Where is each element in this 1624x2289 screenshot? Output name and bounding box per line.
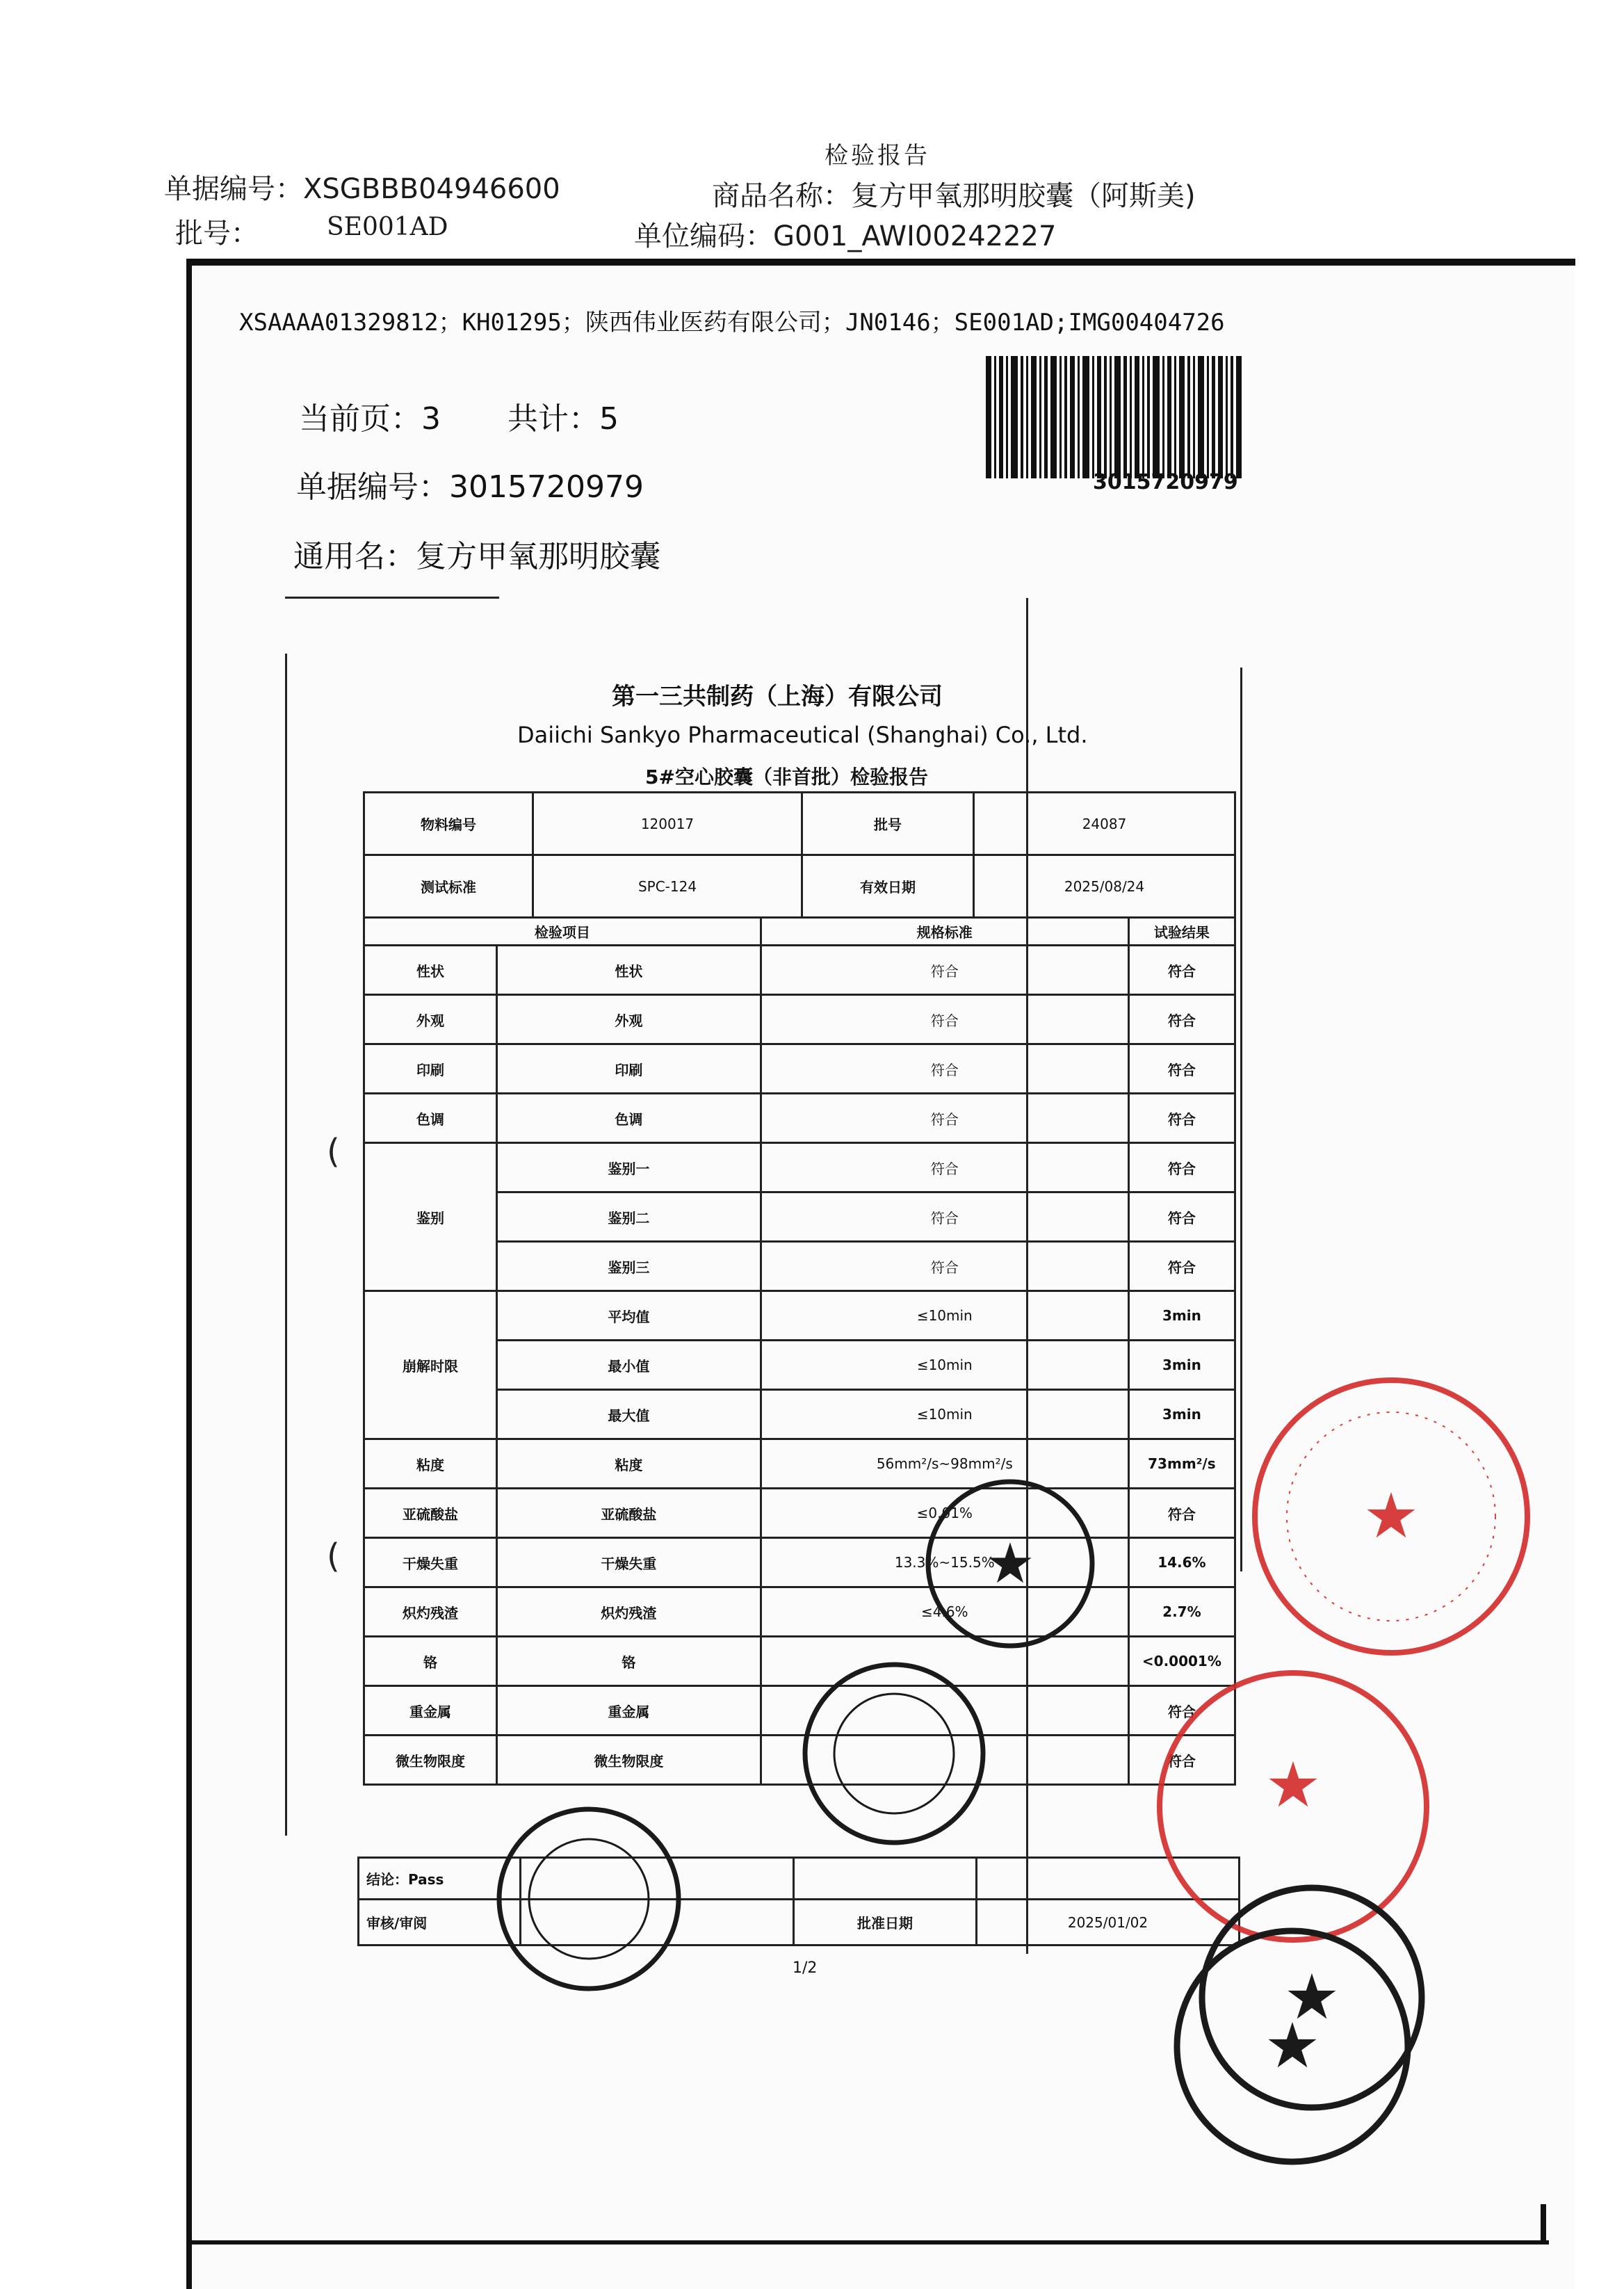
sheet-document-number: 单据编号：3015720979 — [296, 469, 644, 505]
test-result: 符合 — [1128, 1192, 1235, 1242]
specification: 符合 — [761, 946, 1128, 995]
barcode-bar — [1135, 356, 1139, 478]
release-date-label: 批准日期 — [794, 1900, 977, 1946]
release-date: 2025/01/02 — [977, 1900, 1240, 1946]
table-row — [364, 995, 1235, 1044]
test-item: 微生物限度 — [497, 1736, 761, 1785]
black-stamp-qaqc — [801, 1660, 987, 1847]
test-item: 重金属 — [497, 1686, 761, 1736]
test-item: 亚硫酸盐 — [497, 1489, 761, 1538]
test-item: 平均值 — [497, 1291, 761, 1341]
specification: 符合 — [761, 1044, 1128, 1094]
column-header-item: 检验项目 — [364, 918, 761, 946]
test-item: 鉴别三 — [497, 1242, 761, 1291]
specification: ≤4.6% — [761, 1587, 1128, 1637]
barcode-bar — [999, 356, 1003, 478]
barcode-bar — [1006, 356, 1008, 478]
barcode-image — [986, 356, 1329, 478]
approval-table — [357, 1857, 1240, 1946]
specification: ≤0.01% — [761, 1489, 1128, 1538]
specification: ≤10min — [761, 1390, 1128, 1439]
barcode-bar — [1078, 356, 1080, 478]
test-group: 亚硫酸盐 — [364, 1489, 497, 1538]
sheet-bottom-border — [186, 2240, 1549, 2244]
barcode-bar — [1011, 356, 1018, 478]
black-stamp-inspection — [923, 1477, 1097, 1651]
test-result: 符合 — [1128, 1736, 1235, 1785]
generic-name: 通用名：复方甲氧那明胶囊 — [293, 539, 660, 574]
report-title: 检验报告 — [825, 142, 930, 170]
specification: 符合 — [761, 1094, 1128, 1143]
barcode-bar — [1110, 356, 1112, 478]
specification: 符合 — [761, 1143, 1128, 1192]
barcode-bar — [1236, 356, 1242, 478]
table-row — [364, 1143, 1235, 1192]
barcode-bar — [1167, 356, 1171, 478]
test-result: <0.0001% — [1128, 1637, 1235, 1686]
barcode-bar — [1114, 356, 1121, 478]
batch-label-cell: 批号 — [802, 793, 974, 855]
test-item: 色调 — [497, 1094, 761, 1143]
column-header-spec: 规格标准 — [761, 918, 1128, 946]
table-row — [364, 1538, 1235, 1587]
barcode-bar — [1082, 356, 1089, 478]
barcode-bar — [1104, 356, 1107, 478]
punch-hole-mark: ( — [327, 1132, 340, 1171]
total-pages: 共计：5 — [508, 401, 619, 437]
batch-value: SE001AD — [327, 213, 448, 241]
document-number: 单据编号：XSGBBB04946600 — [164, 173, 560, 205]
barcode-bar — [1044, 356, 1048, 478]
table-row — [364, 1587, 1235, 1637]
table-row — [364, 1044, 1235, 1094]
barcode-bar — [1070, 356, 1075, 478]
barcode-bar — [986, 356, 991, 478]
specification: ≤10min — [761, 1291, 1128, 1341]
company-name-cn: 第一三共制药（上海）有限公司 — [612, 683, 943, 711]
stamp-star-icon: ★ — [1283, 1961, 1340, 2034]
black-stamp-quality-mgmt — [1171, 1925, 1414, 2168]
specification: 13.3%~15.5% — [761, 1538, 1128, 1587]
barcode-bar — [1050, 356, 1057, 478]
barcode-bar — [1147, 356, 1150, 478]
barcode-bar — [1212, 356, 1215, 478]
barcode-bar — [1026, 356, 1028, 478]
test-group: 重金属 — [364, 1686, 497, 1736]
test-item: 干燥失重 — [497, 1538, 761, 1587]
test-result: 3min — [1128, 1341, 1235, 1390]
test-result: 符合 — [1128, 1686, 1235, 1736]
test-item: 性状 — [497, 946, 761, 995]
barcode-bar — [1130, 356, 1132, 478]
red-stamp-quality-dept — [1250, 1375, 1532, 1658]
table-row — [364, 1291, 1235, 1341]
test-group: 炽灼残渣 — [364, 1587, 497, 1637]
material-number-label: 物料编号 — [364, 793, 533, 855]
barcode-bar — [1174, 356, 1176, 478]
test-group: 鉴别 — [364, 1143, 497, 1291]
test-group: 崩解时限 — [364, 1291, 497, 1439]
barcode-bar — [1198, 356, 1204, 478]
punch-hole-mark: ( — [327, 1537, 340, 1576]
test-result: 3min — [1128, 1390, 1235, 1439]
table-row — [364, 1686, 1235, 1736]
table-row — [364, 1489, 1235, 1538]
test-item: 鉴别一 — [497, 1143, 761, 1192]
test-result: 符合 — [1128, 995, 1235, 1044]
test-result: 符合 — [1128, 1242, 1235, 1291]
specification: 符合 — [761, 995, 1128, 1044]
results-table — [363, 916, 1236, 1786]
stamp-star-icon: ★ — [1264, 2009, 1321, 2082]
batch-number: 24087 — [974, 793, 1235, 855]
current-page: 当前页：3 — [299, 401, 441, 437]
unit-code: 单位编码：G001_AWI00242227 — [634, 220, 1057, 252]
specification: 符合 — [761, 1192, 1128, 1242]
test-result: 符合 — [1128, 1044, 1235, 1094]
test-result: 符合 — [1128, 1094, 1235, 1143]
reference-line: XSAAAA01329812；KH01295；陕西伟业医药有限公司；JN0146；SE001AD;IMG00404726 — [239, 309, 1225, 337]
material-number: 120017 — [533, 793, 802, 855]
stamp-star-icon: ★ — [1265, 1749, 1322, 1822]
test-item: 印刷 — [497, 1044, 761, 1094]
barcode-bar — [1021, 356, 1023, 478]
test-item: 外观 — [497, 995, 761, 1044]
test-group: 印刷 — [364, 1044, 497, 1094]
test-item: 鉴别二 — [497, 1192, 761, 1242]
test-item: 最小值 — [497, 1341, 761, 1390]
barcode-bar — [1031, 356, 1037, 478]
test-result: 3min — [1128, 1291, 1235, 1341]
barcode-bar — [1059, 356, 1062, 478]
barcode-bar — [1226, 356, 1228, 478]
test-group: 干燥失重 — [364, 1538, 497, 1587]
conclusion: 结论：Pass — [359, 1858, 521, 1900]
specification: 56mm²/s~98mm²/s — [761, 1439, 1128, 1489]
table-row — [364, 1637, 1235, 1686]
barcode-bar — [1064, 356, 1067, 478]
scan-left-rule — [285, 654, 287, 1836]
test-group: 外观 — [364, 995, 497, 1044]
barcode-bar — [1179, 356, 1185, 478]
table-row — [364, 1439, 1235, 1489]
test-item: 最大值 — [497, 1390, 761, 1439]
product-name: 商品名称：复方甲氧那明胶囊（阿斯美) — [712, 180, 1196, 212]
specification: ≤10min — [761, 1341, 1128, 1390]
stamp-star-icon: ★ — [985, 1531, 1035, 1596]
test-standard: SPC-124 — [533, 855, 802, 918]
barcode-bar — [994, 356, 996, 478]
test-standard-label: 测试标准 — [364, 855, 533, 918]
barcode-bar — [1142, 356, 1144, 478]
expiry-label: 有效日期 — [802, 855, 974, 918]
test-group: 粘度 — [364, 1439, 497, 1489]
sheet-corner-mark — [1541, 2204, 1546, 2244]
barcode-number: 3015720979 — [1093, 470, 1238, 494]
info-table — [363, 791, 1236, 919]
barcode-bar — [1092, 356, 1094, 478]
table-row — [364, 1736, 1235, 1785]
divider — [285, 597, 499, 599]
test-group: 铬 — [364, 1637, 497, 1686]
test-group: 微生物限度 — [364, 1736, 497, 1785]
table-row — [364, 946, 1235, 995]
table-row — [364, 1094, 1235, 1143]
scan-right-rule — [1240, 668, 1242, 1571]
reviewer-label: 审核/审阅 — [359, 1900, 521, 1946]
page-indicator: 1/2 — [793, 1959, 818, 1977]
test-group: 性状 — [364, 946, 497, 995]
test-result: 2.7% — [1128, 1587, 1235, 1637]
specification: 符合 — [761, 1242, 1128, 1291]
barcode-bar — [1187, 356, 1190, 478]
barcode-bar — [1039, 356, 1041, 478]
expiry-date: 2025/08/24 — [974, 855, 1235, 918]
test-result: 符合 — [1128, 1489, 1235, 1538]
test-result: 符合 — [1128, 1143, 1235, 1192]
column-header-result: 试验结果 — [1128, 918, 1235, 946]
test-result: 符合 — [1128, 946, 1235, 995]
test-item: 铬 — [497, 1637, 761, 1686]
barcode-bar — [1207, 356, 1209, 478]
certificate-title: 5#空心胶囊（非首批）检验报告 — [645, 766, 928, 788]
barcode-bar — [1193, 356, 1195, 478]
test-result: 14.6% — [1128, 1538, 1235, 1587]
stamp-star-icon: ★ — [1363, 1480, 1420, 1553]
test-item: 粘度 — [497, 1439, 761, 1489]
test-result: 73mm²/s — [1128, 1439, 1235, 1489]
barcode-bar — [1218, 356, 1223, 478]
black-stamp-qa-dept — [495, 1805, 683, 1993]
test-item: 炽灼残渣 — [497, 1587, 761, 1637]
batch-label: 批号： — [175, 218, 259, 250]
barcode-bar — [1231, 356, 1233, 478]
barcode-bar — [1097, 356, 1101, 478]
barcode-bar — [1123, 356, 1127, 478]
barcode-bar — [1153, 356, 1160, 478]
company-name-en: Daiichi Sankyo Pharmaceutical (Shanghai) Co., Ltd. — [517, 722, 1088, 748]
barcode-bar — [1162, 356, 1164, 478]
test-group: 色调 — [364, 1094, 497, 1143]
